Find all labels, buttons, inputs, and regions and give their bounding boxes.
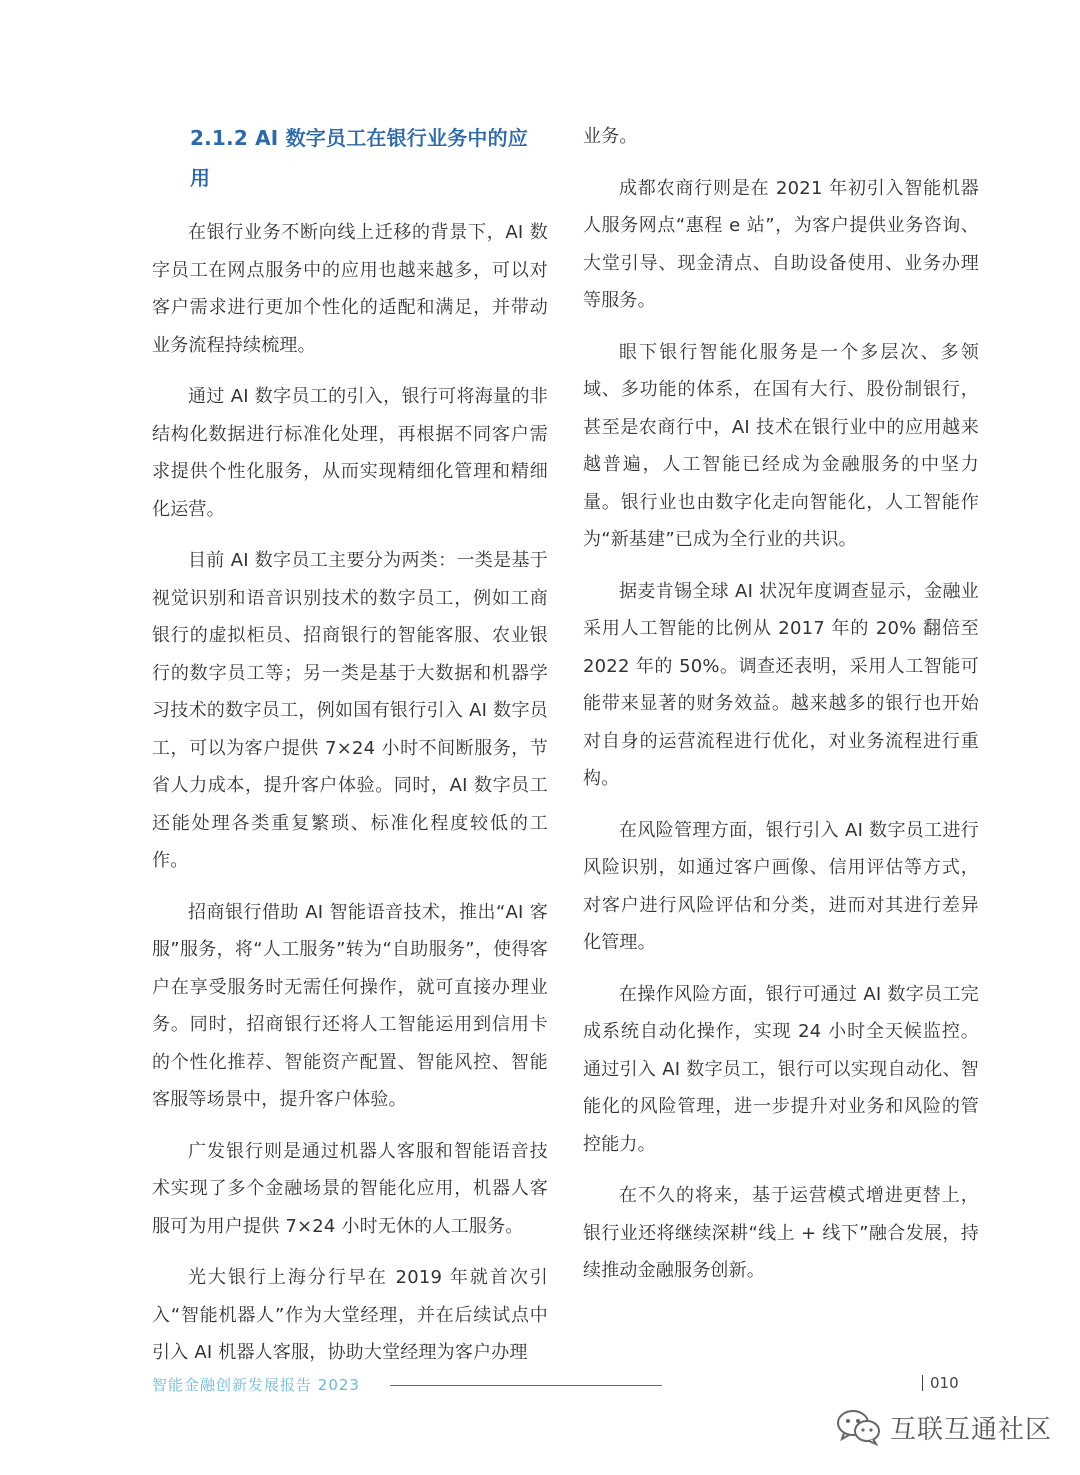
paragraph: 在风险管理方面，银行引入 AI 数字员工进行风险识别，如通过客户画像、信用评估等方式，对客户进行风险评估和分类，进而对其进行差异化管理。	[583, 819, 979, 953]
wechat-icon	[836, 1408, 882, 1446]
footer-divider	[390, 1385, 662, 1386]
paragraph: 在操作风险方面，银行可通过 AI 数字员工完成系统自动化操作，实现 24 小时全天候监控。通过引入 AI 数字员工，银行可以实现自动化、智能化的风险管理，进一步提升对业务和风险的管控能力。	[583, 983, 979, 1155]
page-number-divider	[922, 1375, 923, 1391]
section-title: 2.1.2 AI 数字员工在银行业务中的应用	[190, 126, 528, 190]
paragraph: 通过 AI 数字员工的引入，银行可将海量的非结构化数据进行标准化处理，再根据不同客户需求提供个性化服务，从而实现精细化管理和精细化运营。	[152, 386, 548, 520]
paragraph-continuation: 业务。	[583, 126, 638, 147]
paragraph: 在不久的将来，基于运营模式增进更替上，银行业还将继续深耕“线上 + 线下”融合发展，持续推动金融服务创新。	[583, 1185, 979, 1281]
left-column	[152, 118, 548, 1386]
paragraph: 目前 AI 数字员工主要分为两类：一类是基于视觉识别和语音识别技术的数字员工，例如工商银行的虚拟柜员、招商银行的智能客服、农业银行的数字员工等；另一类是基于大数据和机器学习技术的数字员工，例如国有银行引入 AI 数字员工，可以为客户提供 7×24 小时不间断服务，节省人力成本，提升客户体验。同时，AI 数字员工还能处理各类重复繁琐、标准化程度较低的工作。	[152, 550, 548, 871]
page-number	[922, 1374, 959, 1392]
paragraph: 据麦肯锡全球 AI 状况年度调查显示，金融业采用人工智能的比例从 2017 年的 20% 翻倍至 2022 年的 50%。调查还表明，采用人工智能可能带来显著的财务效益。越来越多的银行也开始对自身的运营流程进行优化，对业务流程进行重构。	[583, 580, 979, 789]
page-number-value: 010	[930, 1374, 959, 1392]
paragraph: 成都农商行则是在 2021 年初引入智能机器人服务网点“惠程 e 站”，为客户提供业务咨询、大堂引导、现金清点、自助设备使用、业务办理等服务。	[583, 177, 979, 311]
footer-report-title: 智能金融创新发展报告 2023	[152, 1376, 360, 1394]
paragraph: 在银行业务不断向线上迁移的背景下，AI 数字员工在网点服务中的应用也越来越多，可以对客户需求进行更加个性化的适配和满足，并带动业务流程持续梳理。	[152, 222, 548, 356]
paragraph: 光大银行上海分行早在 2019 年就首次引入“智能机器人”作为大堂经理，并在后续试点中引入 AI 机器人客服，协助大堂经理为客户办理	[152, 1267, 548, 1363]
paragraph: 招商银行借助 AI 智能语音技术，推出“AI 客服”服务，将“人工服务”转为“自助服务”，使得客户在享受服务时无需任何操作，就可直接办理业务。同时，招商银行还将人工智能运用到信用卡的个性化推荐、智能资产配置、智能风控、智能客服等场景中，提升客户体验。	[152, 901, 548, 1110]
watermark	[836, 1402, 1052, 1452]
paragraph: 广发银行则是通过机器人客服和智能语音技术实现了多个金融场景的智能化应用，机器人客服可为用户提供 7×24 小时无休的人工服务。	[152, 1140, 548, 1237]
paragraph: 眼下银行智能化服务是一个多层次、多领域、多功能的体系，在国有大行、股份制银行，甚至是农商行中，AI 技术在银行业中的应用越来越普遍，人工智能已经成为金融服务的中坚力量。银行业也由数字化走向智能化，人工智能作为“新基建”已成为全行业的共识。	[583, 341, 979, 550]
watermark-text: 互联互通社区	[890, 1414, 1053, 1445]
right-column	[583, 118, 979, 1304]
